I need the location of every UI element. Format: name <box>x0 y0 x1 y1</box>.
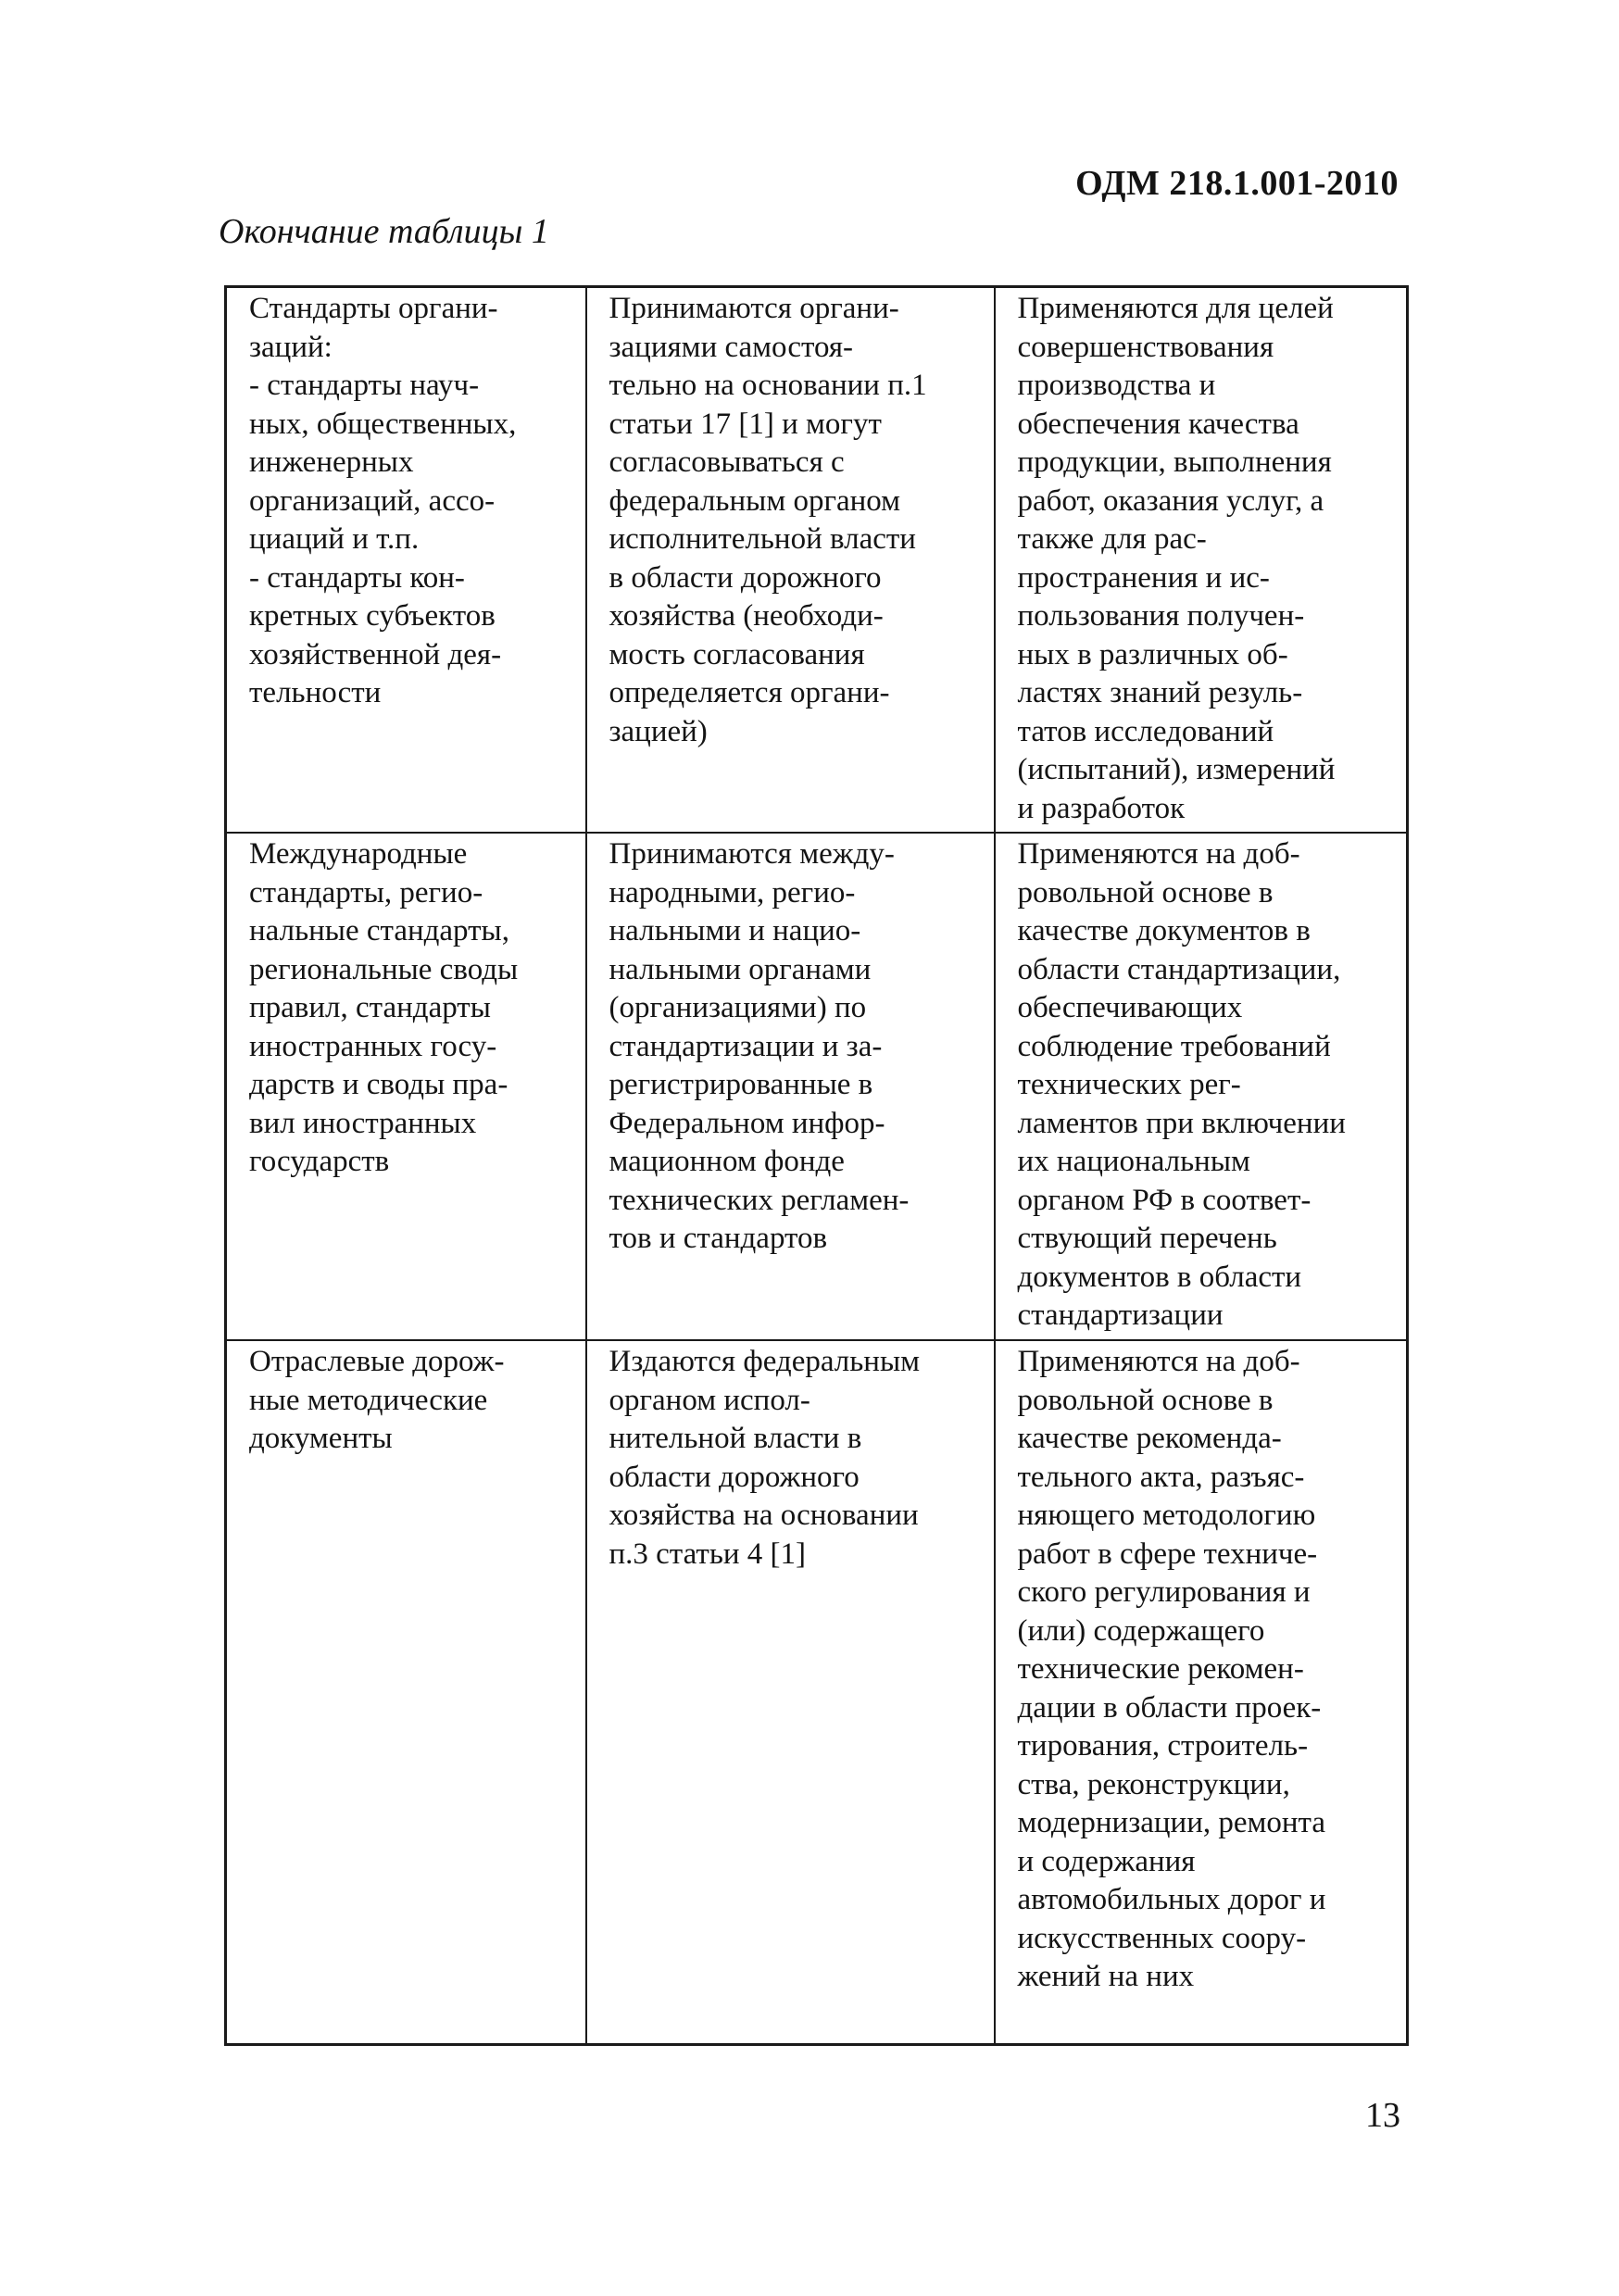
application-cell: Применяются на доб- ровольной основе в качестве документов в области стандартизации, обеспечивающих соблюдение требований технических рег- ламентов при включении их национальным органом РФ в соответ- ствующий перечень документов в области стандартизации <box>995 833 1408 1340</box>
application-cell: Применяются на доб- ровольной основе в качестве рекоменда- тельного акта, разъяс- няющего методологию работ в сфере техниче- ского регулирования и (или) содержащего технические рекомен- дации в области проек- тирования, строитель- ства, реконструкции, модернизации, ремонта и содержания автомобильных дорог и искусственных соору- жений на них <box>995 1340 1408 2045</box>
adoption-cell: Издаются федеральным органом испол- нительной власти в области дорожного хозяйства на основании п.3 статьи 4 [1] <box>586 1340 995 2045</box>
standards-table <box>224 285 1409 2046</box>
table-row <box>226 1340 1408 2045</box>
table-caption: Окончание таблицы 1 <box>219 212 549 251</box>
application-cell: Применяются для целей совершенствования производства и обеспечения качества продукции, выполнения работ, оказания услуг, а также для рас- пространения и ис- пользования получен- ных в различных об- ластях знаний резуль- татов исследований (испытаний), измерений и разработок <box>995 287 1408 834</box>
adoption-cell: Принимаются органи- зациями самостоя- тельно на основании п.1 статьи 17 [1] и могут согласовываться с федеральным органом исполнительной власти в области дорожного хозяйства (необходи- мость согласования определяется органи- зацией) <box>586 287 995 834</box>
adoption-cell: Принимаются между- народными, регио- нальными и нацио- нальными органами (организациями) по стандартизации и за- регистрированные в Федеральном инфор- мационном фонде технических регламен- тов и стандартов <box>586 833 995 1340</box>
document-type-cell: Международные стандарты, регио- нальные стандарты, региональные своды правил, стандарты иностранных госу- дарств и своды пра- вил иностранных государств <box>226 833 586 1340</box>
document-type-cell: Стандарты органи- заций: - стандарты науч- ных, общественных, инженерных организаций, ассо- циаций и т.п. - стандарты кон- кретных субъектов хозяйственной дея- тельности <box>226 287 586 834</box>
document-code: ОДМ 218.1.001-2010 <box>1075 164 1399 203</box>
page-number: 13 <box>1365 2096 1400 2135</box>
table-row <box>226 833 1408 1340</box>
document-type-cell: Отраслевые дорож- ные методические документы <box>226 1340 586 2045</box>
table-row <box>226 287 1408 834</box>
